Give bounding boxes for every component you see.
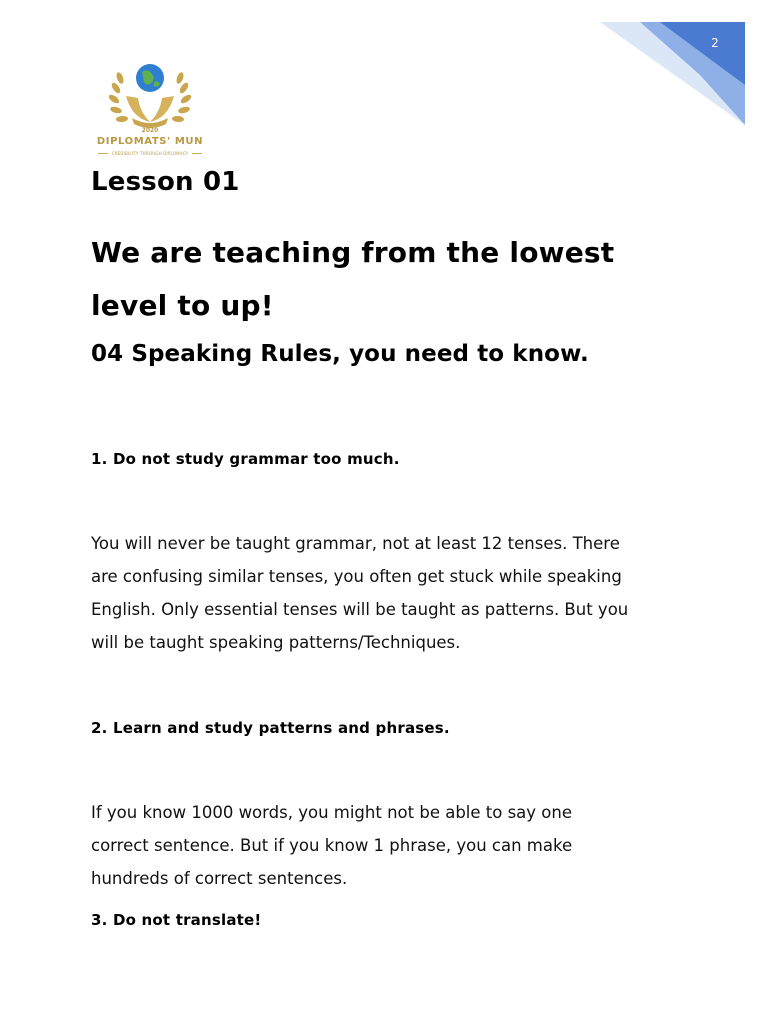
svg-text:2020: 2020: [141, 127, 159, 134]
rule-1-line-4: will be taught speaking patterns/Techniques.: [91, 633, 461, 652]
headline: [91, 226, 691, 332]
headline-line-2: level to up!: [91, 289, 274, 322]
rule-1-line-3: English. Only essential tenses will be taught as patterns. But you: [91, 600, 629, 619]
headline-line-1: We are teaching from the lowest: [91, 236, 615, 269]
subheading: 04 Speaking Rules, you need to know.: [91, 341, 589, 367]
rule-1-line-2: are confusing similar tenses, you often get stuck while speaking: [91, 567, 622, 586]
logo-name: DIPLOMATS' MUN: [96, 136, 204, 147]
rule-2-line-2: correct sentence. But if you know 1 phrase, you can make: [91, 836, 573, 855]
rule-2-paragraph: [91, 796, 691, 895]
lesson-title: Lesson 01: [91, 167, 240, 197]
rule-2-line-3: hundreds of correct sentences.: [91, 869, 348, 888]
logo-tagline: CREDIBILITY THROUGH DIPLOMACY: [111, 151, 189, 156]
rule-3-heading: 3. Do not translate!: [91, 911, 262, 929]
rule-2-heading: 2. Learn and study patterns and phrases.: [91, 719, 450, 737]
page-number: 2: [711, 36, 719, 50]
rule-1-line-1: You will never be taught grammar, not at least 12 tenses. There: [91, 534, 620, 553]
rule-2-line-1: If you know 1000 words, you might not be able to say one: [91, 803, 573, 822]
logo-divider-right: [192, 153, 202, 154]
rule-1-paragraph: [91, 527, 691, 659]
rule-1-heading: 1. Do not study grammar too much.: [91, 450, 400, 468]
